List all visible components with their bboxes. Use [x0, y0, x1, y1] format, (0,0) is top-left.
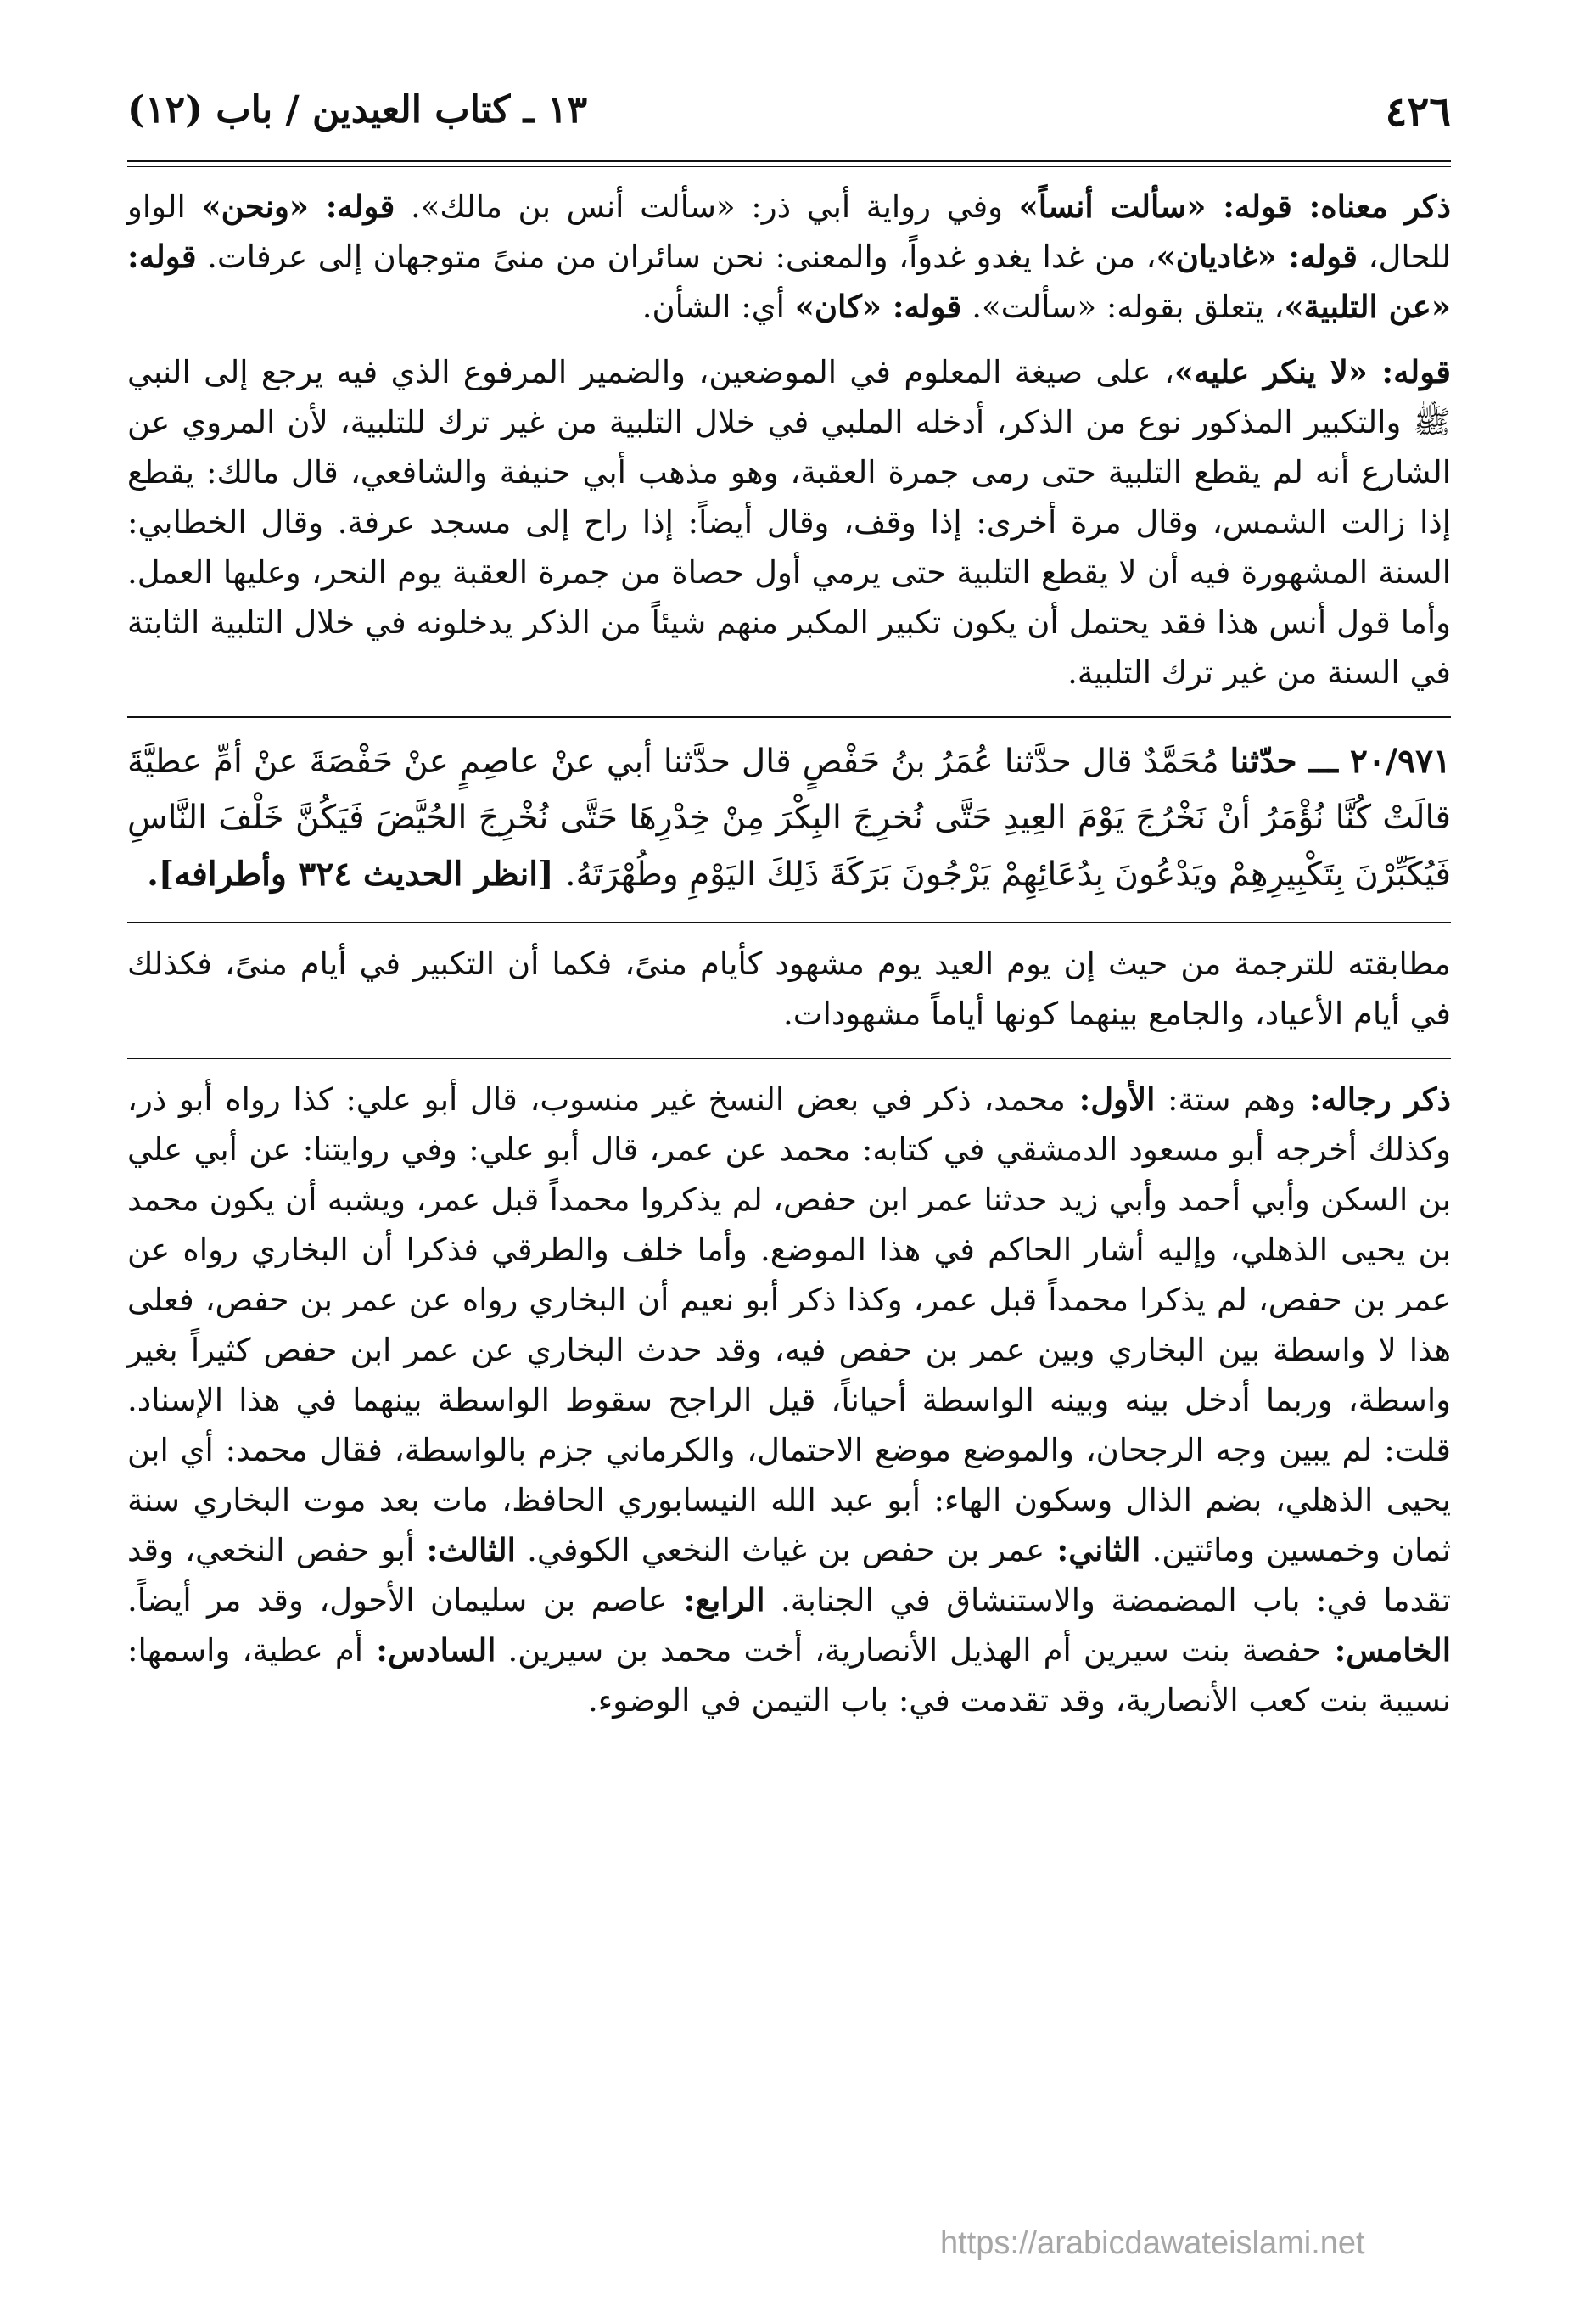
text: وفي رواية أبي ذر: «سألت أنس بن مالك». [395, 188, 1019, 225]
meaning-paragraph [127, 182, 1451, 332]
text: أي: الشأن. [641, 289, 795, 325]
header-rule [127, 160, 1451, 162]
text: ، على صيغة المعلوم في الموضعين، والضمير المرفوع الذي فيه يرجع إلى النبي ﷺ والتكبير المذكور نوع من الذكر، أدخله الملبي في خلال التلبية من غير ترك للتلبية، لأن المروي عن الشارع أنه لم يقطع التلبية حتى رمى جمرة العقبة، وهو مذهب أبي حنيفة والشافعي، قال مالك: يقطع إذا زالت الشمس، وقال مرة أخرى: إذا وقف، وقال أيضاً: إذا راح إلى مسجد عرفة. وقال الخطابي: السنة المشهورة فيه أن لا يقطع التلبية حتى يرمي أول حصاة من جمرة العقبة يوم النحر، وعليها العمل. وأما قول أنس هذا فقد يحتمل أن يكون تكبير المكبر منهم شيئاً من الذكر يدخلونه في خلال التلبية الثابتة في السنة من غير ترك التلبية. [127, 354, 1451, 691]
text: ، من غدا يغدو غدواً، والمعنى: نحن سائران من منىً متوجهان إلى عرفات. [196, 238, 1156, 275]
narrators-paragraph [127, 1074, 1451, 1725]
page-number: ٤٢٦ [1385, 88, 1451, 136]
section-divider [127, 716, 1451, 718]
keyword: الرابع: [667, 1581, 765, 1619]
text: أبو حفص النخعي، وقد تقدما في: باب المضمضة والاستنشاق في الجنابة. [127, 1532, 1452, 1619]
section-divider [127, 1058, 1451, 1059]
text: الواو للحال، [127, 188, 1452, 275]
hadith-number: ٢٠/٩٧١ [1350, 742, 1451, 781]
keyword: قوله: «عن التلبية» [127, 238, 1451, 325]
running-title: ١٣ ـ كتاب العيدين / باب (١٢) [127, 88, 588, 132]
hadith-body: مُحَمَّدٌ قال حدَّثنا عُمَرُ بنُ حَفْصٍ قال حدَّثنا أبي عنْ عاصِمٍ عنْ حَفْصَةَ عنْ أمِّ عطيَّةَ قالَتْ كُنَّا نُؤْمَرُ أنْ نَخْرُجَ يَوْمَ العِيدِ حَتَّى نُخرِجَ البِكْرَ مِنْ خِدْرِهَا حَتَّى نُخْرِجَ الحُيَّضَ فَيَكُنَّ خَلْفَ النَّاسِ فَيُكَبِّرْنَ بِتَكْبِيرِهِمْ ويَدْعُونَ بِدُعَائِهِمْ يَرْجُونَ بَرَكَةَ ذَلِكَ اليَوْمِ وطُهْرَتَهُ. [127, 743, 1451, 894]
keyword: الخامس: [1321, 1631, 1451, 1669]
text: عاصم بن سليمان الأحول، وقد مر أيضاً. [127, 1582, 668, 1619]
keyword: الثالث: [414, 1531, 516, 1568]
text: مطابقته للترجمة من حيث إن يوم العيد يوم مشهود كأيام منىً، فكما أن التكبير في أيام منىً، فكذلك في أيام الأعياد، والجامع بينهما كونها أياماً مشهودات. [127, 945, 1451, 1032]
keyword: الثاني: [1044, 1531, 1141, 1568]
keyword: قوله: «كان» [794, 288, 962, 325]
section-heading: ذكر معناه: [1291, 188, 1452, 225]
keyword: الأول: [1065, 1080, 1156, 1118]
section-heading: ذكر رجاله: [1296, 1080, 1452, 1118]
hadith-label: ـــ حدّثنا [1229, 742, 1351, 781]
text: وهم ستة: [1155, 1081, 1296, 1118]
text: ، يتعلق بقوله: «سألت». [961, 289, 1285, 325]
keyword: قوله: «ونحن» [201, 188, 395, 225]
keyword: قوله: «غاديان» [1156, 238, 1358, 275]
page-body [127, 182, 1451, 1725]
text: حفصة بنت سيرين أم الهذيل الأنصارية، أخت محمد بن سيرين. [496, 1632, 1322, 1669]
text: محمد، ذكر في بعض النسخ غير منسوب، قال أبو علي: كذا رواه أبو ذر، وكذلك أخرجه أبو مسعود الدمشقي في كتابه: محمد عن عمر، قال أبو علي: وفي روايتنا: عن أبي علي بن السكن وأبي أحمد وأبي زيد حدثنا عمر ابن حفص، لم يذكروا محمداً قبل عمر، ويشبه أن يكون محمد بن يحيى الذهلي، وإليه أشار الحاكم في هذا الموضع. وأما خلف والطرقي فذكرا أن البخاري رواه عن عمر بن حفص، لم يذكرا محمداً قبل عمر، وكذا ذكر أبو نعيم أن البخاري رواه عن عمر بن حفص، فعلى هذا لا واسطة بين البخاري وبين عمر بن حفص فيه، وقد حدث البخاري عن عمر ابن حفص كثيراً بغير واسطة، وربما أدخل بينه وبينه الواسطة أحياناً، قيل الراجح سقوط الواسطة بينهما في هذا الإسناد. قلت: لم يبين وجه الرجحان، والموضع موضع الاحتمال، والكرماني جزم بالواسطة، فقال محمد: أي ابن يحيى الذهلي، بضم الذال وسكون الهاء: أبو عبد الله النيسابوري الحافظ، مات بعد موت البخاري سنة ثمان وخمسين ومائتين. [127, 1081, 1452, 1568]
page-header [127, 88, 1451, 156]
text: أم عطية، واسمها: نسيبة بنت كعب الأنصارية، وقد تقدمت في: باب التيمن في الوضوء. [127, 1632, 1451, 1719]
hadith-text [127, 733, 1451, 903]
header-rule-thin [127, 166, 1451, 167]
commentary-paragraph [127, 347, 1451, 698]
text: عمر بن حفص بن غياث النخعي الكوفي. [515, 1532, 1045, 1568]
matching-paragraph [127, 939, 1451, 1039]
keyword: قوله: «لا ينكر عليه» [1173, 353, 1451, 390]
keyword: قوله: «سألت أنساً» [1018, 188, 1292, 225]
keyword: السادس: [363, 1631, 496, 1669]
section-divider [127, 922, 1451, 923]
hadith-reference: [انظر الحديث ٣٢٤ وأطرافه]. [147, 855, 566, 894]
watermark-url: https://arabicdawateislami.net [940, 2225, 1365, 2261]
